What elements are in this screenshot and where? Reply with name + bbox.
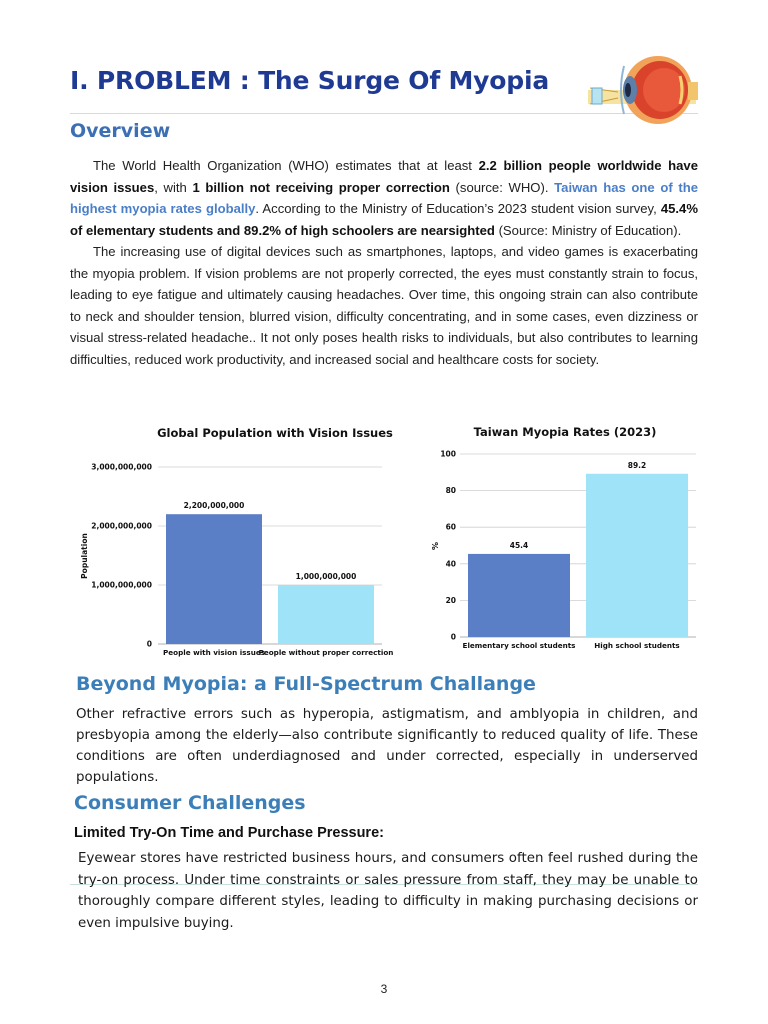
y-tick-label: 60 [445, 522, 456, 532]
y-tick-label: 1,000,000,000 [91, 580, 152, 590]
overview-paragraph-1 [70, 155, 698, 241]
overview-paragraph-2: The increasing use of digital devices such as smartphones, laptops, and video games is exacerbating the myopia problem. If vision problems are not properly corrected, the eyes must constantly strain to focus, leading to eye fatigue and ultimately causing headaches. Over time, this ongoing strain can also contribute to neck and shoulder tension, blurred vision, difficulty concentrating, and in some cases, even dizziness or visual stress-related headache.. It not only poses health risks to individuals, but also contributes to learning difficulties, reduced work productivity, and increased social and healthcare costs for society. [70, 244, 698, 367]
y-tick-label: 20 [445, 595, 456, 605]
x-tick-label: People without proper correction [258, 648, 394, 657]
y-tick-label: 100 [440, 449, 456, 459]
limited-try-on-text: Eyewear stores have restricted business hours, and consumers often feel rushed during the try-on process. Under time constraints or sales pressure from staff, they may be unable to thoroughly compare different styles, leading to difficulty in making purchasing decisions or even impulsive buying. [78, 851, 698, 931]
y-tick-label: 0 [450, 632, 456, 642]
overview-bold-segment: 45.4% of elementary students and 89.2% of high schoolers are nearsighted [70, 201, 698, 238]
y-tick-label: 0 [146, 639, 152, 649]
overview-heading: Overview [70, 120, 171, 142]
value-label: 1,000,000,000 [295, 572, 357, 581]
y-ticks [91, 463, 152, 649]
overview-bold-segment: 2.2 billion people worldwide have vision issues [70, 158, 698, 195]
beyond-myopia-text: Other refractive errors such as hyperopia, astigmatism, and amblyopia in children, and presbyopia among the elderly—also contribute significantly to reduced quality of life. These conditions are often underdiagnosed and under corrected, especially in underserved populations. [76, 707, 698, 785]
taiwan-myopia-chart [420, 420, 710, 665]
overview-text-segment: , with [154, 179, 193, 195]
overview-highlight-segment: Taiwan has one of the highest myopia rates globally [70, 179, 698, 216]
global-vision-chart-svg [70, 420, 410, 665]
x-tick-label: Elementary school students [462, 641, 576, 650]
value-label: 2,200,000,000 [183, 501, 245, 511]
consumer-challenges-heading: Consumer Challenges [74, 792, 306, 814]
overview-bold-segment: 1 billion not receiving proper correction [192, 179, 450, 195]
overview-text-segment: (source: WHO). [449, 179, 555, 195]
y-tick-label: 3,000,000,000 [91, 462, 152, 472]
chart-title: Taiwan Myopia Rates (2023) [473, 425, 657, 439]
overview-text-segment: . According to the Ministry of Education’s 2023 student vision survey, [255, 201, 661, 216]
bar [468, 554, 570, 637]
x-tick-labels [463, 641, 680, 650]
bars [468, 474, 688, 637]
page-title: I. PROBLEM : The Surge Of Myopia [70, 66, 549, 95]
value-label: 89.2 [627, 460, 647, 470]
limited-try-on-subheading: Limited Try-On Time and Purchase Pressure: [74, 825, 384, 841]
bar [586, 474, 688, 637]
page-number: 3 [380, 982, 388, 996]
x-tick-labels [163, 648, 393, 657]
taiwan-myopia-chart-svg [420, 420, 710, 665]
y-tick-label: 80 [445, 486, 456, 496]
y-axis-label: % [430, 541, 439, 551]
value-label: 45.4 [509, 540, 529, 550]
beyond-myopia-heading: Beyond Myopia: a Full-Spectrum Challange [76, 673, 536, 695]
overview-text-segment: (Source: Ministry of Education). [494, 222, 682, 238]
bar [278, 585, 374, 644]
y-tick-label: 2,000,000,000 [91, 521, 152, 531]
global-vision-chart [70, 420, 410, 665]
overview-body [70, 155, 698, 370]
chart-title: Global Population with Vision Issues [157, 426, 393, 440]
y-axis-label: Population [80, 533, 89, 579]
x-tick-label: High school students [594, 641, 680, 650]
y-ticks [440, 450, 456, 642]
y-tick-label: 40 [445, 559, 456, 569]
bar [166, 514, 262, 644]
x-tick-label: People with vision issues [163, 648, 265, 657]
overview-text-segment: The World Health Organization (WHO) estimates that at least [93, 158, 479, 173]
eye-anatomy-icon [588, 52, 700, 128]
